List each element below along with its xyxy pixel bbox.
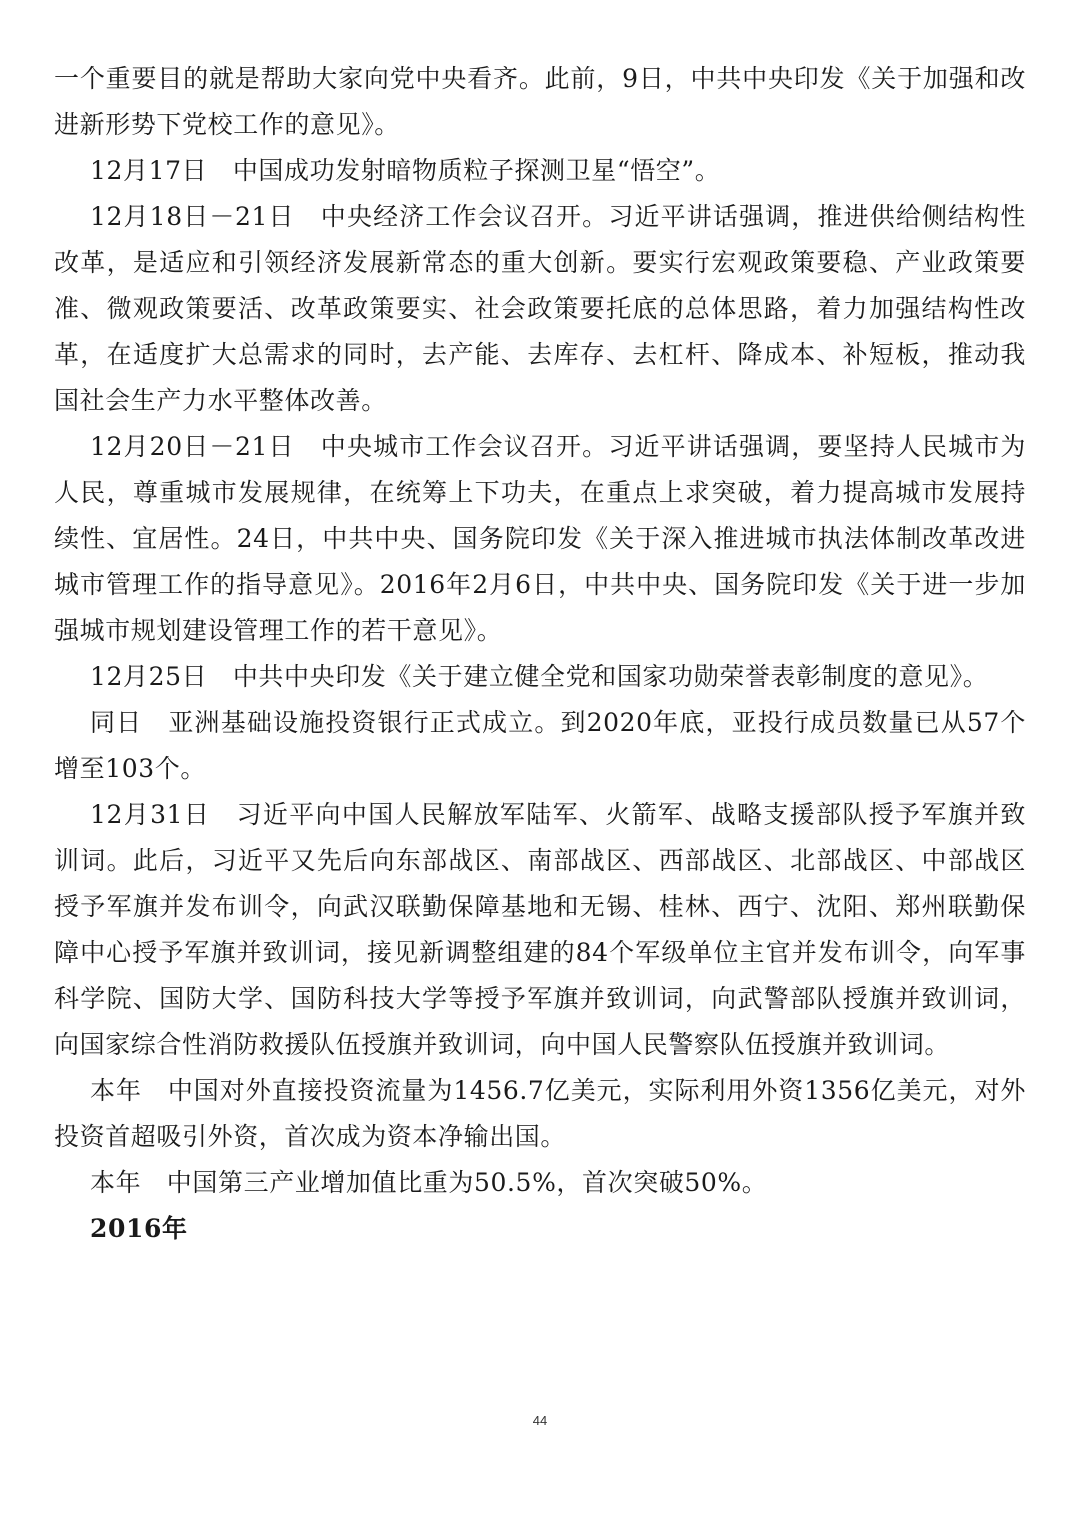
- paragraph-dec-17: 12月17日 中国成功发射暗物质粒子探测卫星“悟空”。: [90, 156, 721, 185]
- paragraph-continuation: 一个重要目的就是帮助大家向党中央看齐。此前，9日，中共中央印发《关于加强和改进新形势下党校工作的意见》。: [54, 64, 1026, 139]
- paragraph-dec-18-21: 12月18日－21日 中央经济工作会议召开。习近平讲话强调，推进供给侧结构性改革，是适应和引领经济发展新常态的重大创新。要实行宏观政策要稳、产业政策要准、微观政策要活、改革政策要实、社会政策要托底的总体思路，着力加强结构性改革，在适度扩大总需求的同时，去产能、去库存、去杠杆、降成本、补短板，推动我国社会生产力水平整体改善。: [54, 202, 1026, 415]
- paragraph-dec-31: 12月31日 习近平向中国人民解放军陆军、火箭军、战略支援部队授予军旗并致训词。此后，习近平又先后向东部战区、南部战区、西部战区、北部战区、中部战区授予军旗并发布训令，向武汉联勤保障基地和无锡、桂林、西宁、沈阳、郑州联勤保障中心授予军旗并致训词，接见新调整组建的84个军级单位主官并发布训令，向军事科学院、国防大学、国防科技大学等授予军旗并致训词，向武警部队授旗并致训词，向国家综合性消防救援队伍授旗并致训词，向中国人民警察队伍授旗并致训词。: [54, 800, 1026, 1059]
- page-number: 44: [532, 1413, 548, 1428]
- document-body: [54, 56, 1026, 1252]
- paragraph-dec-25: 12月25日 中共中央印发《关于建立健全党和国家功勋荣誉表彰制度的意见》。: [90, 662, 989, 691]
- paragraph-dec-20-21: 12月20日－21日 中央城市工作会议召开。习近平讲话强调，要坚持人民城市为人民，尊重城市发展规律，在统筹上下功夫，在重点上求突破，着力提高城市发展持续性、宜居性。24日，中共中央、国务院印发《关于深入推进城市执法体制改革改进城市管理工作的指导意见》。2016年2月6日，中共中央、国务院印发《关于进一步加强城市规划建设管理工作的若干意见》。: [54, 432, 1026, 645]
- paragraph-this-year-investment: 本年 中国对外直接投资流量为1456.7亿美元，实际利用外资1356亿美元，对外投资首超吸引外资，首次成为资本净输出国。: [54, 1076, 1026, 1151]
- year-heading: 2016年: [90, 1214, 188, 1243]
- paragraph-this-year-tertiary: 本年 中国第三产业增加值比重为50.5%，首次突破50%。: [90, 1168, 768, 1197]
- paragraph-same-day: 同日 亚洲基础设施投资银行正式成立。到2020年底，亚投行成员数量已从57个增至103个。: [54, 708, 1026, 783]
